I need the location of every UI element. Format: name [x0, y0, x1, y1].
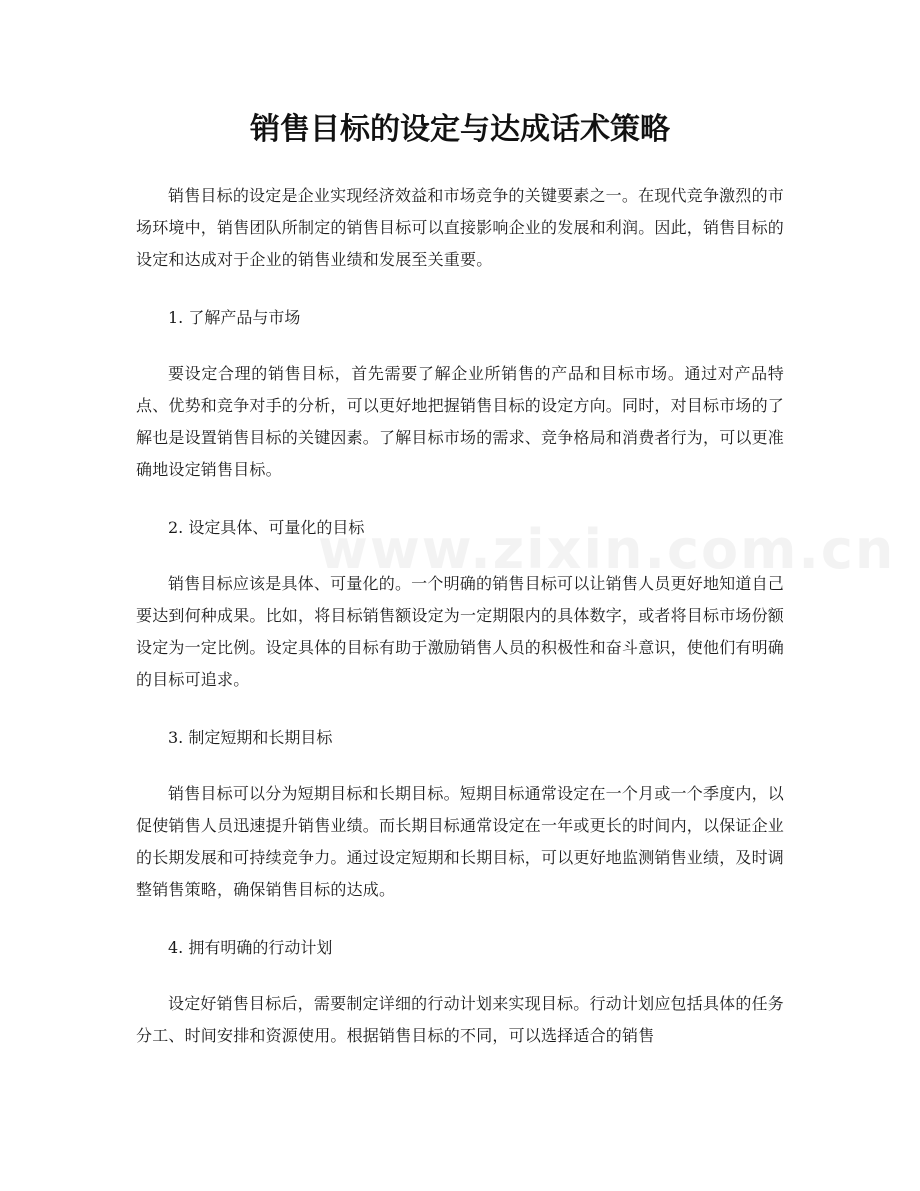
document-body [136, 180, 784, 1078]
paragraph-section-1: 要设定合理的销售目标，首先需要了解企业所销售的产品和目标市场。通过对产品特点、优势和竞争对手的分析，可以更好地把握销售目标的设定方向。同时，对目标市场的了解也是设置销售目标的关键因素。了解目标市场的需求、竞争格局和消费者行为，可以更准确地设定销售目标。 [136, 364, 785, 479]
paragraph-intro: 销售目标的设定是企业实现经济效益和市场竞争的关键要素之一。在现代竞争激烈的市场环境中，销售团队所制定的销售目标可以直接影响企业的发展和利润。因此，销售目标的设定和达成对于企业的销售业绩和发展至关重要。 [136, 186, 785, 269]
paragraph-section-4: 设定好销售目标后，需要制定详细的行动计划来实现目标。行动计划应包括具体的任务分工、时间安排和资源使用。根据销售目标的不同，可以选择适合的销售 [136, 994, 784, 1045]
document-title: 销售目标的设定与达成话术策略 [250, 112, 670, 147]
paragraph-section-2: 销售目标应该是具体、可量化的。一个明确的销售目标可以让销售人员更好地知道自己要达到何种成果。比如，将目标销售额设定为一定期限内的具体数字，或者将目标市场份额设定为一定比例。设定具体的目标有助于激励销售人员的积极性和奋斗意识，使他们有明确的目标可追求。 [136, 574, 785, 689]
section-heading-3: 3. 制定短期和长期目标 [168, 728, 333, 747]
paragraph-section-3: 销售目标可以分为短期目标和长期目标。短期目标通常设定在一个月或一个季度内，以促使销售人员迅速提升销售业绩。而长期目标通常设定在一年或更长的时间内，以保证企业的长期发展和可持续竞争力。通过设定短期和长期目标，可以更好地监测销售业绩，及时调整销售策略，确保销售目标的达成。 [136, 784, 785, 899]
section-heading-1: 1. 了解产品与市场 [168, 308, 301, 327]
section-heading-4: 4. 拥有明确的行动计划 [168, 938, 333, 957]
watermark: www.zixin.com.cn [318, 518, 896, 581]
section-heading-2: 2. 设定具体、可量化的目标 [168, 518, 365, 537]
